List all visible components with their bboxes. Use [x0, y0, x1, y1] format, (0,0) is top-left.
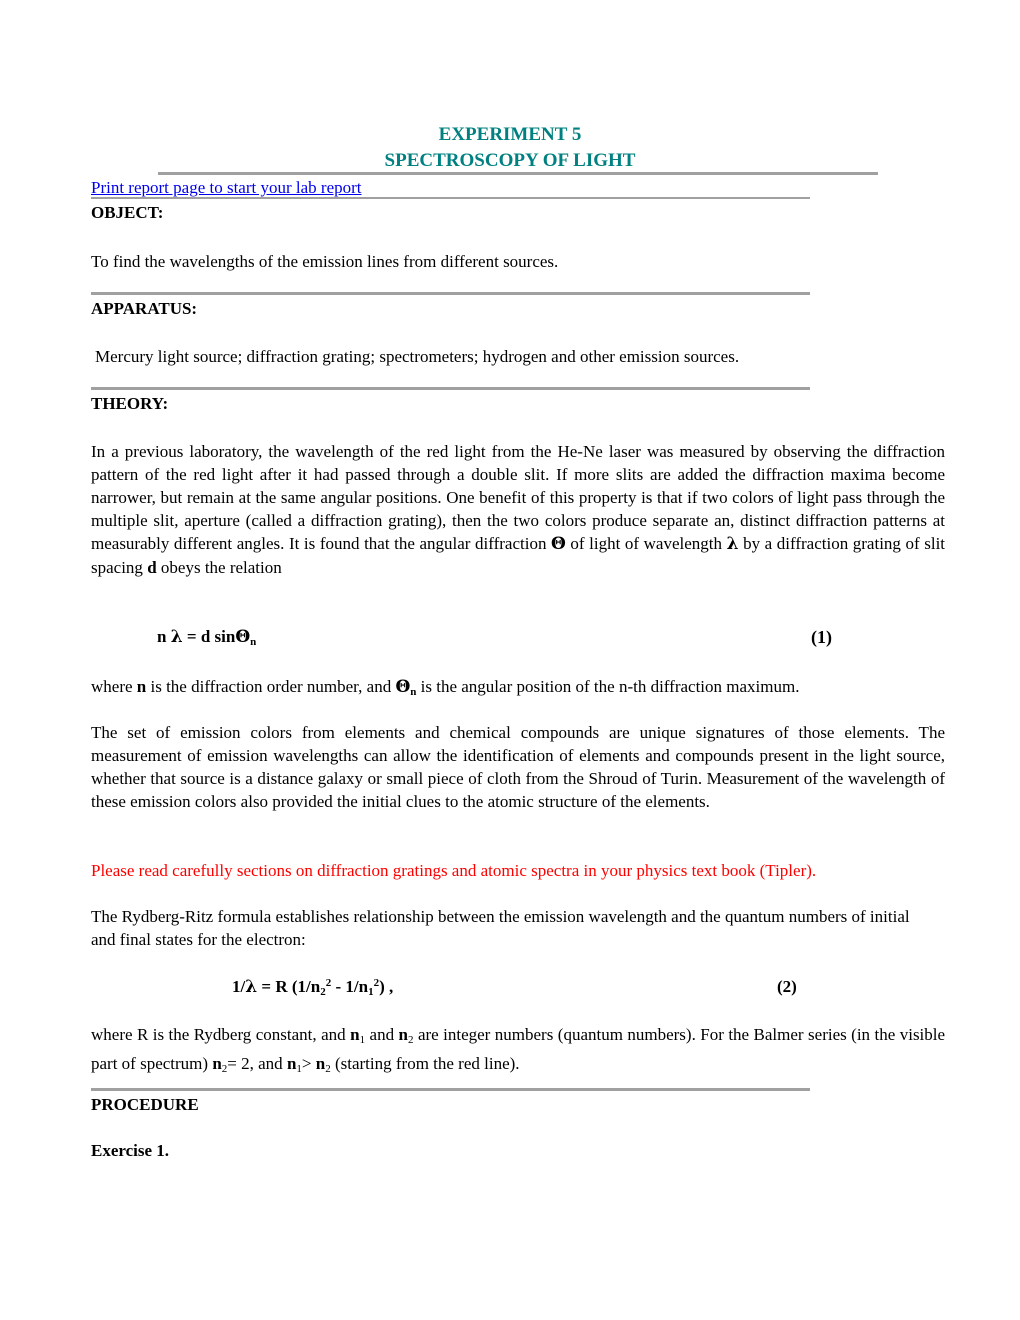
theory-text: of light of wavelength	[570, 534, 722, 553]
divider-theory	[91, 387, 810, 390]
theta-symbol: Θ	[235, 627, 251, 647]
eq-subscript: 1	[296, 1063, 302, 1075]
theory-text: obeys the relation	[160, 558, 282, 577]
eq-subscript: 1	[368, 986, 374, 998]
equation-1	[157, 627, 256, 648]
divider-procedure	[91, 1088, 810, 1091]
eq-subscript: 2	[408, 1034, 414, 1046]
eq-superscript: 2	[373, 977, 380, 989]
print-report-link[interactable]: Print report page to start your lab report	[91, 178, 362, 197]
theory-text: In a previous laboratory, the wavelength of the red light from the He-Ne laser was measured by observing the diffraction pattern of the red light after it had passed through a double slit. If more slits are added the diffraction maxima become narrower, but remain at the same angular positions. One benefit of this property is that if two colors of light pass through the multiple slit, aperture (called a diffraction grating), then the two colors produce separate an, distinct diffraction patterns at measurably different angles. It is found that the angular diffraction	[91, 442, 945, 553]
theory-text: (starting from the red line).	[334, 1054, 520, 1073]
eq-subscript: n	[410, 686, 417, 698]
eq-term: n	[157, 627, 167, 646]
rydberg-intro: The Rydberg-Ritz formula establishes relationship between the emission wavelength and the quantum numbers of initial and final states for the electron:	[91, 907, 910, 949]
equation-1-number: (1)	[811, 627, 832, 647]
quantum-number: n	[350, 1025, 360, 1044]
reading-notice: Please read carefully sections on diffraction gratings and atomic spectra in your physics text book (Tipler).	[91, 861, 817, 880]
eq-subscript: 2	[320, 986, 326, 998]
theory-text: where R is the Rydberg constant, and	[91, 1025, 346, 1044]
where-paragraph-2	[91, 1023, 945, 1081]
object-text: To find the wavelengths of the emission lines from different sources.	[91, 252, 559, 271]
order-symbol: n	[136, 677, 147, 696]
eq-subscript: 2	[221, 1063, 228, 1075]
theory-paragraph-1	[91, 440, 945, 579]
divider-apparatus	[91, 292, 810, 295]
eq-subscript: n	[250, 636, 257, 648]
eq-term: 1/	[232, 977, 246, 996]
theory-text: = 2, and	[227, 1054, 283, 1073]
eq-subscript: 2	[325, 1063, 331, 1075]
eq-term: = d sin	[186, 627, 236, 646]
procedure-heading: PROCEDURE	[91, 1095, 199, 1114]
theory-text: is the diffraction order number, and	[150, 677, 392, 696]
page-title: SPECTROSCOPY OF LIGHT	[384, 150, 636, 171]
lambda-symbol: λ	[170, 627, 183, 647]
eq-term: = R (1/n	[261, 977, 321, 996]
lambda-symbol: λ	[726, 534, 739, 554]
object-heading: OBJECT:	[91, 203, 164, 222]
theory-text: is the angular position of the n-th diffraction maximum.	[420, 677, 800, 696]
theory-text: by a diffraction grating of slit spacing	[91, 534, 946, 577]
eq-term: - 1/n	[335, 977, 369, 996]
equation-2	[232, 977, 393, 998]
eq-superscript: 2	[325, 977, 332, 989]
apparatus-text: Mercury light source; diffraction grating; spectrometers; hydrogen and other emission sources.	[95, 347, 740, 366]
theory-text: >	[301, 1054, 312, 1073]
theory-text: and	[369, 1025, 395, 1044]
slit-spacing-symbol: d	[147, 558, 157, 577]
experiment-number: EXPERIMENT 5	[438, 124, 582, 145]
title-divider	[158, 172, 878, 175]
theta-symbol: Θ	[551, 534, 566, 554]
divider-object	[91, 197, 810, 199]
exercise-1-heading: Exercise 1.	[91, 1141, 170, 1160]
apparatus-heading: APPARATUS:	[91, 299, 198, 318]
lambda-symbol: λ	[245, 977, 258, 997]
where-paragraph-1	[91, 675, 945, 704]
eq-subscript: 1	[359, 1034, 366, 1046]
theory-text: are integer numbers (quantum numbers). For the Balmer series (in the visible part of spectrum)	[91, 1025, 946, 1073]
theory-paragraph-2: The set of emission colors from elements and chemical compounds are unique signatures of those elements. The measurement of emission wavelengths can allow the identification of elements and compounds present in the light source, whether that source is a distance galaxy or small piece of cloth from the Shroud of Turin. Measurement of the wavelength of these emission colors also provided the initial clues to the atomic structure of the elements.	[91, 723, 945, 811]
theta-symbol: Θ	[395, 677, 411, 697]
quantum-number: n	[398, 1025, 408, 1044]
quantum-number: n	[286, 1054, 297, 1073]
equation-2-number: (2)	[777, 977, 797, 996]
quantum-number: n	[315, 1054, 326, 1073]
eq-term: ) ,	[379, 977, 394, 996]
theory-text: where	[91, 677, 133, 696]
theory-heading: THEORY:	[91, 394, 169, 413]
quantum-number: n	[212, 1054, 222, 1073]
